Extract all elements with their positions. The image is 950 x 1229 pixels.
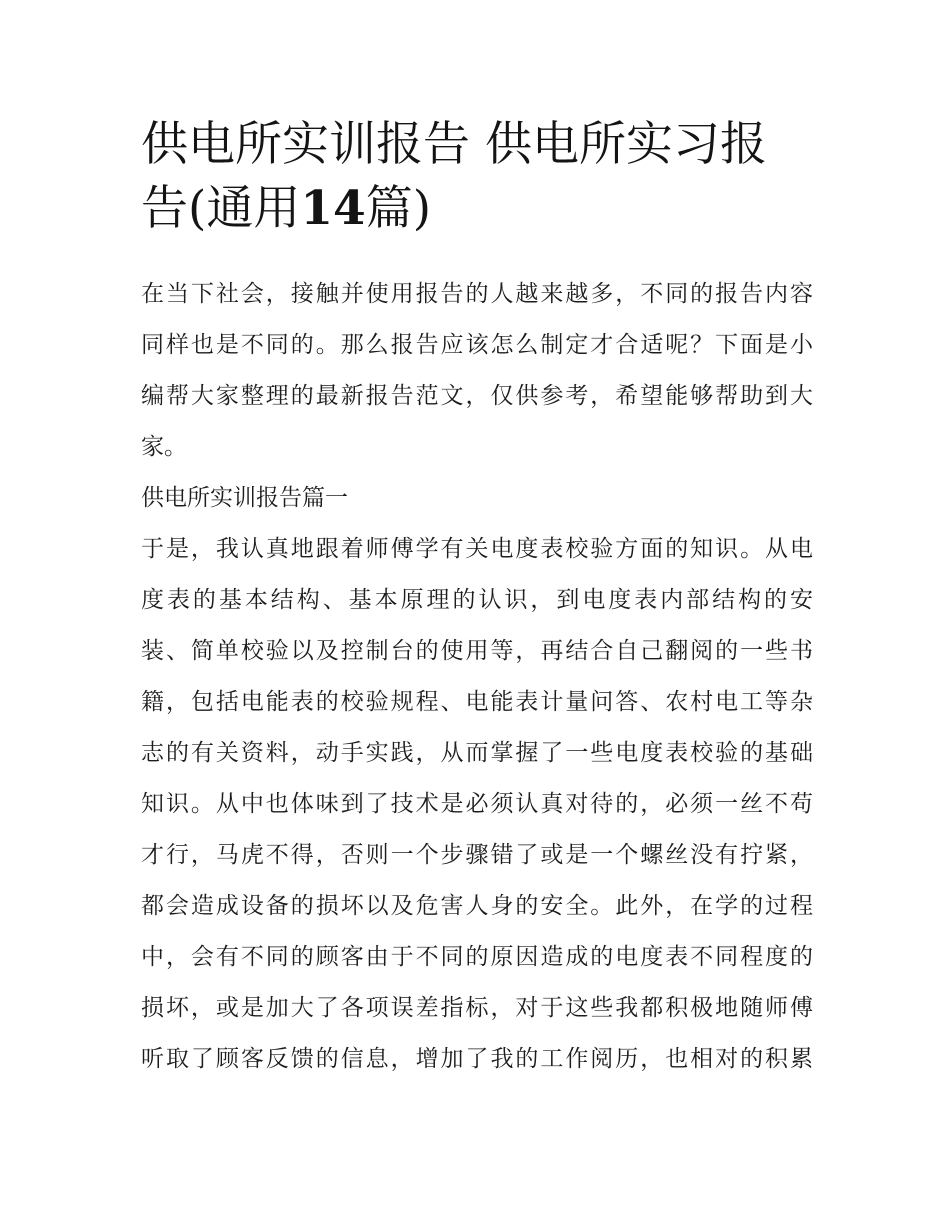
- section-line: 都会造成设备的损坏以及危害人身的安全。此外，在学的过程: [141, 893, 813, 919]
- document-title: [141, 113, 813, 241]
- title-line-2-prefix: 告(通用: [141, 181, 301, 236]
- section-line: 志的有关资料，动手实践，从而掌握了一些电度表校验的基础: [141, 740, 813, 766]
- intro-paragraph: [141, 269, 813, 473]
- section-line: 籍，包括电能表的校验规程、电能表计量问答、农村电工等杂: [141, 689, 813, 715]
- intro-line: 家。: [141, 434, 187, 460]
- title-line-2-suffix: 篇): [365, 181, 432, 236]
- section-line: 损坏，或是加大了各项误差指标，对于这些我都积极地随师傅: [141, 995, 813, 1021]
- section-line: 才行，马虎不得，否则一个步骤错了或是一个螺丝没有拧紧，: [141, 842, 813, 868]
- section-line: 知识。从中也体味到了技术是必须认真对待的，必须一丝不苟: [141, 791, 813, 817]
- intro-line: 编帮大家整理的最新报告范文，仅供参考，希望能够帮助到大: [141, 383, 813, 409]
- title-line-1: 供电所实训报告 供电所实习报: [141, 117, 767, 172]
- intro-line: 在当下社会，接触并使用报告的人越来越多，不同的报告内容: [141, 281, 813, 307]
- intro-line: 同样也是不同的。那么报告应该怎么制定才合适呢？下面是小: [141, 332, 813, 358]
- section-line: 装、简单校验以及控制台的使用等，再结合自己翻阅的一些书: [141, 638, 813, 664]
- section-line: 中，会有不同的顾客由于不同的原因造成的电度表不同程度的: [141, 944, 813, 970]
- section-heading: 供电所实训报告篇一: [141, 485, 348, 511]
- section-line: 度表的基本结构、基本原理的认识，到电度表内部结构的安: [141, 587, 813, 613]
- section-paragraph: [141, 524, 813, 1085]
- title-line-2: [141, 177, 813, 241]
- title-number: 14: [300, 181, 366, 236]
- section-line: 于是，我认真地跟着师傅学有关电度表校验方面的知识。从电: [141, 536, 813, 562]
- document-content: [141, 113, 813, 1085]
- section-line: 听取了顾客反馈的信息，增加了我的工作阅历，也相对的积累: [141, 1046, 813, 1072]
